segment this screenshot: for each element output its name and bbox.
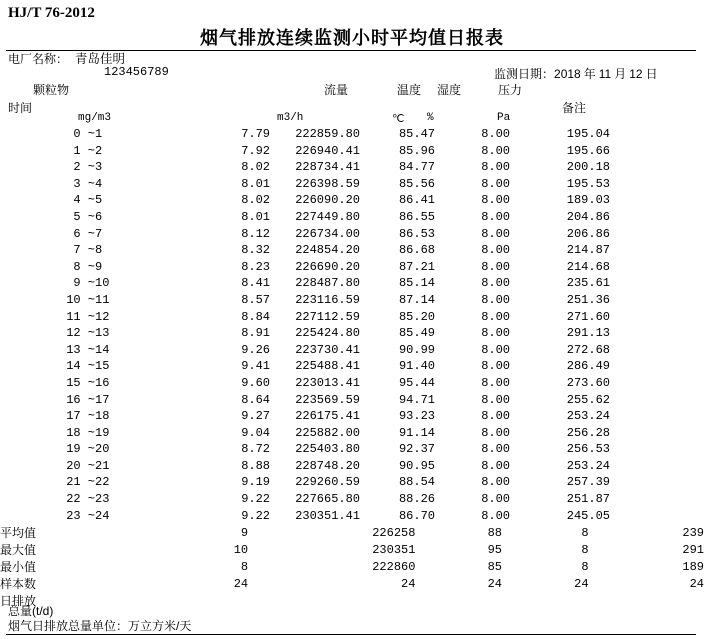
cell-humidity: 8.00: [481, 475, 510, 490]
monitor-date-label: 监测日期：: [494, 67, 555, 81]
summary-temperature: [415, 593, 502, 610]
cell-flow: 224854.20: [295, 243, 360, 258]
cell-flow: 228748.20: [295, 458, 360, 473]
cell-time-end: 3: [95, 160, 103, 175]
cell-particulate: 9.04: [241, 425, 270, 440]
cell-humidity: 8.00: [481, 127, 510, 141]
cell-particulate: 9.19: [241, 475, 270, 490]
cell-humidity: 8.00: [481, 226, 510, 241]
cell-pressure: 235.61: [566, 276, 610, 291]
unit-pressure: Pa: [497, 112, 511, 124]
cell-humidity: 8.00: [481, 375, 510, 390]
cell-pressure: 286.49: [566, 359, 610, 374]
table-row: [0, 508, 704, 525]
cell-remark: [610, 508, 704, 525]
month-unit: 月: [614, 67, 627, 81]
cell-pressure: 245.05: [566, 508, 610, 523]
cell-flow: 230351.41: [295, 508, 360, 523]
cell-temperature: 91.14: [398, 425, 435, 440]
cell-remark: [610, 176, 704, 193]
column-header-temperature: 温度: [397, 83, 422, 97]
cell-particulate: 8.12: [241, 226, 270, 241]
table-row: [0, 375, 704, 392]
summary-label: 平均值: [0, 526, 37, 540]
summary-row-daily-emission: [0, 593, 704, 610]
footer-divider: [6, 634, 696, 635]
cell-time-start: 16 ~: [66, 392, 95, 407]
summary-row-minimum: [0, 559, 704, 576]
cell-pressure: 291.13: [566, 326, 610, 341]
cell-remark: [610, 309, 704, 326]
cell-remark: [610, 192, 704, 209]
cell-time-start: 4 ~: [73, 193, 95, 208]
summary-body: [0, 525, 704, 610]
cell-particulate: 8.02: [241, 160, 270, 175]
summary-particulate: 8: [240, 560, 249, 574]
table-row: [0, 126, 704, 143]
cell-remark: [610, 358, 704, 375]
cell-pressure: 195.66: [566, 143, 610, 158]
cell-temperature: 87.21: [398, 259, 435, 274]
cell-time-end: 1: [95, 127, 103, 141]
cell-temperature: 85.56: [398, 176, 435, 191]
cell-remark: [610, 126, 704, 143]
summary-row-maximum: [0, 542, 704, 559]
cell-time-start: 2 ~: [73, 160, 95, 175]
cell-pressure: 253.24: [566, 458, 610, 473]
cell-humidity: 8.00: [481, 276, 510, 291]
cell-remark: [610, 425, 704, 442]
cell-temperature: 90.95: [398, 458, 435, 473]
cell-temperature: 84.77: [398, 160, 435, 175]
cell-temperature: 85.47: [398, 127, 435, 141]
summary-table: [0, 525, 704, 610]
cell-pressure: 251.36: [566, 292, 610, 307]
cell-flow: 226090.20: [295, 193, 360, 208]
table-row: [0, 192, 704, 209]
cell-humidity: 8.00: [481, 176, 510, 191]
table-row: [0, 226, 704, 243]
column-header-particulate: 颗粒物: [33, 83, 70, 97]
cell-time-end: 8: [95, 243, 103, 258]
summary-humidity: 8: [581, 526, 589, 540]
cell-particulate: 8.01: [241, 176, 270, 191]
cell-temperature: 85.20: [398, 309, 435, 324]
cell-flow: 226734.00: [295, 226, 360, 241]
cell-remark: [610, 392, 704, 409]
table-row: [0, 309, 704, 326]
cell-remark: [610, 209, 704, 226]
cell-remark: [610, 342, 704, 359]
cell-time-start: 8 ~: [73, 259, 95, 274]
cell-remark: [610, 143, 704, 160]
cell-particulate: 7.79: [241, 127, 270, 141]
cell-flow: 227449.80: [295, 209, 360, 224]
cell-flow: 225882.00: [295, 425, 360, 440]
cell-particulate: 8.88: [241, 458, 270, 473]
cell-particulate: 7.92: [241, 143, 270, 158]
unit-temperature: ℃: [392, 114, 405, 126]
plant-code-value: 123456789: [104, 65, 169, 79]
cell-temperature: 91.40: [398, 359, 435, 374]
cell-particulate: 8.91: [241, 326, 270, 341]
column-header-remark: 备注: [562, 101, 587, 115]
plant-name-label: 电厂名称：: [8, 52, 69, 66]
summary-particulate: [72, 593, 249, 610]
summary-humidity: 8: [581, 543, 589, 557]
table-row: [0, 259, 704, 276]
cell-time-start: 23 ~: [66, 508, 95, 523]
hourly-data-body: [0, 126, 704, 524]
cell-temperature: 86.70: [398, 508, 435, 523]
cell-temperature: 88.54: [398, 475, 435, 490]
cell-particulate: 8.57: [241, 292, 270, 307]
cell-flow: 225424.80: [295, 326, 360, 341]
cell-flow: 228487.80: [295, 276, 360, 291]
cell-flow: 226690.20: [295, 259, 360, 274]
cell-time-end: 13: [95, 326, 110, 341]
summary-particulate: 9: [240, 526, 249, 540]
cell-time-end: 12: [95, 309, 110, 324]
day-unit: 日: [645, 67, 658, 81]
column-header-humidity: 湿度: [437, 83, 462, 97]
cell-humidity: 8.00: [481, 143, 510, 158]
cell-time-end: 20: [95, 442, 110, 457]
table-row: [0, 159, 704, 176]
cell-flow: 229260.59: [295, 475, 360, 490]
cell-remark: [610, 441, 704, 458]
summary-row-average: [0, 525, 704, 542]
cell-temperature: 85.49: [398, 326, 435, 341]
plant-name-value: 青岛佳明: [75, 52, 126, 66]
cell-pressure: 271.60: [566, 309, 610, 324]
cell-time-start: 3 ~: [73, 176, 95, 191]
cell-pressure: 257.39: [566, 475, 610, 490]
cell-time-end: 2: [95, 143, 103, 158]
cell-time-end: 19: [95, 425, 110, 440]
cell-time-start: 19 ~: [66, 442, 95, 457]
summary-label: 日排放: [0, 594, 37, 608]
unit-particulate: mg/m3: [78, 112, 112, 124]
cell-humidity: 8.00: [481, 243, 510, 258]
cell-humidity: 8.00: [481, 209, 510, 224]
column-header-pressure: 压力: [498, 83, 523, 97]
cell-humidity: 8.00: [481, 309, 510, 324]
unit-flow: m3/h: [277, 112, 304, 124]
cell-flow: 223013.41: [295, 375, 360, 390]
cell-time-end: 21: [95, 458, 110, 473]
cell-humidity: 8.00: [481, 508, 510, 523]
cell-temperature: 86.53: [398, 226, 435, 241]
cell-flow: 226398.59: [295, 176, 360, 191]
summary-label: 最小值: [0, 560, 37, 574]
cell-temperature: 88.26: [398, 492, 435, 507]
summary-pressure: 24: [689, 577, 704, 591]
table-row: [0, 176, 704, 193]
table-row: [0, 209, 704, 226]
cell-particulate: 8.84: [241, 309, 270, 324]
cell-temperature: 86.55: [398, 209, 435, 224]
cell-humidity: 8.00: [481, 458, 510, 473]
cell-remark: [610, 491, 704, 508]
cell-flow: 223569.59: [295, 392, 360, 407]
table-row: [0, 242, 704, 259]
summary-flow: 226258: [372, 526, 416, 540]
table-row: [0, 325, 704, 342]
cell-flow: 227112.59: [295, 309, 360, 324]
summary-flow: 222860: [372, 560, 416, 574]
cell-particulate: 8.23: [241, 259, 270, 274]
cell-remark: [610, 159, 704, 176]
cell-time-end: 5: [95, 193, 103, 208]
cell-time-start: 7 ~: [73, 243, 95, 258]
cell-time-start: 0 ~: [73, 127, 95, 141]
cell-flow: 228734.41: [295, 160, 360, 175]
cell-pressure: 189.03: [566, 193, 610, 208]
cell-time-end: 15: [95, 359, 110, 374]
cell-particulate: 8.72: [241, 442, 270, 457]
cell-time-end: 22: [95, 475, 110, 490]
table-row: [0, 143, 704, 160]
cell-humidity: 8.00: [481, 259, 510, 274]
summary-humidity: 8: [581, 560, 589, 574]
cell-flow: 226940.41: [295, 143, 360, 158]
cell-particulate: 8.01: [241, 209, 270, 224]
footnote-total-unit: 总量(t/d): [8, 604, 54, 618]
cell-remark: [610, 242, 704, 259]
cell-time-start: 18 ~: [66, 425, 95, 440]
cell-time-end: 24: [95, 508, 110, 523]
cell-time-end: 23: [95, 492, 110, 507]
cell-time-start: 6 ~: [73, 226, 95, 241]
cell-remark: [610, 474, 704, 491]
cell-remark: [610, 458, 704, 475]
cell-pressure: 206.86: [566, 226, 610, 241]
summary-temperature: 85: [487, 560, 502, 574]
cell-particulate: 8.32: [241, 243, 270, 258]
summary-pressure: 239: [682, 526, 704, 540]
cell-time-end: 14: [95, 342, 110, 357]
cell-time-end: 10: [95, 276, 110, 291]
cell-pressure: 195.53: [566, 176, 610, 191]
cell-humidity: 8.00: [481, 425, 510, 440]
monitor-date-month: 11: [598, 67, 612, 81]
page-title: 烟气排放连续监测小时平均值日报表: [200, 28, 504, 48]
summary-label: 最大值: [0, 543, 37, 557]
column-header-flow: 流量: [324, 83, 349, 97]
cell-temperature: 86.41: [398, 193, 435, 208]
summary-row-sample-count: [0, 576, 704, 593]
table-row: [0, 358, 704, 375]
table-row: [0, 392, 704, 409]
cell-particulate: 8.02: [241, 193, 270, 208]
summary-flow: 24: [401, 577, 416, 591]
table-row: [0, 275, 704, 292]
summary-label: 样本数: [0, 577, 37, 591]
table-row: [0, 408, 704, 425]
cell-time-end: 17: [95, 392, 110, 407]
cell-pressure: 195.04: [566, 127, 610, 141]
table-row: [0, 441, 704, 458]
cell-remark: [610, 292, 704, 309]
monitor-date-day: 12: [629, 67, 643, 81]
table-row: [0, 491, 704, 508]
footnote-emission-unit: 烟气日排放总量单位：万立方米/天: [8, 619, 192, 633]
cell-humidity: 8.00: [481, 160, 510, 175]
summary-temperature: 88: [487, 526, 502, 540]
cell-temperature: 95.44: [398, 375, 435, 390]
summary-temperature: 24: [487, 577, 502, 591]
cell-particulate: 9.27: [241, 409, 270, 424]
summary-pressure: 291: [682, 543, 704, 557]
cell-humidity: 8.00: [481, 342, 510, 357]
hourly-data-table: [0, 126, 704, 524]
cell-particulate: 9.60: [241, 375, 270, 390]
cell-time-start: 9 ~: [73, 276, 95, 291]
table-row: [0, 425, 704, 442]
cell-flow: 222859.80: [295, 127, 360, 141]
cell-time-end: 11: [95, 292, 110, 307]
summary-particulate: 24: [233, 577, 249, 591]
cell-particulate: 8.41: [241, 276, 270, 291]
cell-particulate: 9.41: [241, 359, 270, 374]
cell-humidity: 8.00: [481, 292, 510, 307]
cell-time-end: 16: [95, 375, 110, 390]
cell-pressure: 273.60: [566, 375, 610, 390]
cell-time-end: 6: [95, 209, 103, 224]
cell-time-start: 21 ~: [66, 475, 95, 490]
cell-temperature: 92.37: [398, 442, 435, 457]
cell-pressure: 272.68: [566, 342, 610, 357]
table-row: [0, 458, 704, 475]
cell-particulate: 9.26: [241, 342, 270, 357]
cell-remark: [610, 259, 704, 276]
cell-pressure: 253.24: [566, 409, 610, 424]
cell-time-start: 12 ~: [66, 326, 95, 341]
cell-remark: [610, 375, 704, 392]
cell-time-start: 11 ~: [66, 309, 95, 324]
cell-time-start: 5 ~: [73, 209, 95, 224]
cell-time-start: 13 ~: [66, 342, 95, 357]
summary-pressure: [589, 593, 704, 610]
cell-temperature: 93.23: [398, 409, 435, 424]
cell-time-end: 7: [95, 226, 103, 241]
monitor-date: [494, 65, 661, 82]
cell-particulate: 9.22: [241, 492, 270, 507]
cell-remark: [610, 408, 704, 425]
summary-pressure: 189: [682, 560, 704, 574]
standard-code: HJ/T 76-2012: [8, 5, 95, 21]
cell-pressure: 214.68: [566, 259, 610, 274]
cell-time-end: 4: [95, 176, 103, 191]
unit-humidity: %: [427, 112, 434, 124]
cell-flow: 223730.41: [295, 342, 360, 357]
cell-humidity: 8.00: [481, 409, 510, 424]
cell-pressure: 256.28: [566, 425, 610, 440]
summary-humidity: 24: [574, 577, 589, 591]
summary-humidity: [502, 593, 589, 610]
cell-humidity: 8.00: [481, 193, 510, 208]
summary-flow: 230351: [372, 543, 416, 557]
cell-time-start: 20 ~: [66, 458, 95, 473]
cell-temperature: 86.68: [398, 243, 435, 258]
cell-flow: 223116.59: [295, 292, 360, 307]
table-row: [0, 474, 704, 491]
summary-temperature: 95: [487, 543, 502, 557]
cell-pressure: 251.87: [566, 492, 610, 507]
cell-humidity: 8.00: [481, 359, 510, 374]
cell-remark: [610, 226, 704, 243]
cell-pressure: 256.53: [566, 442, 610, 457]
cell-time-start: 14 ~: [66, 359, 95, 374]
summary-particulate: 10: [233, 543, 249, 557]
cell-humidity: 8.00: [481, 392, 510, 407]
cell-humidity: 8.00: [481, 326, 510, 341]
monitor-date-year: 2018: [554, 67, 581, 81]
cell-humidity: 8.00: [481, 492, 510, 507]
cell-time-start: 17 ~: [66, 409, 95, 424]
cell-time-start: 15 ~: [66, 375, 95, 390]
cell-time-start: 10 ~: [66, 292, 95, 307]
cell-remark: [610, 275, 704, 292]
cell-pressure: 214.87: [566, 243, 610, 258]
table-row: [0, 292, 704, 309]
cell-time-end: 18: [95, 409, 110, 424]
cell-temperature: 85.14: [398, 276, 435, 291]
cell-flow: 226175.41: [295, 409, 360, 424]
table-row: [0, 342, 704, 359]
cell-time-start: 1 ~: [73, 143, 95, 158]
cell-temperature: 94.71: [398, 392, 435, 407]
cell-remark: [610, 325, 704, 342]
cell-temperature: 87.14: [398, 292, 435, 307]
cell-temperature: 85.96: [398, 143, 435, 158]
year-unit: 年: [583, 67, 596, 81]
cell-flow: 225488.41: [295, 359, 360, 374]
cell-time-start: 22 ~: [66, 492, 95, 507]
cell-pressure: 255.62: [566, 392, 610, 407]
column-header-time: 时间: [8, 101, 33, 115]
cell-humidity: 8.00: [481, 442, 510, 457]
cell-pressure: 200.18: [566, 160, 610, 175]
summary-flow: [248, 593, 415, 610]
cell-particulate: 9.22: [241, 508, 270, 523]
cell-time-end: 9: [95, 259, 103, 274]
cell-flow: 225403.80: [295, 442, 360, 457]
cell-particulate: 8.64: [241, 392, 270, 407]
cell-temperature: 90.99: [398, 342, 435, 357]
cell-pressure: 204.86: [566, 209, 610, 224]
cell-flow: 227665.80: [295, 492, 360, 507]
